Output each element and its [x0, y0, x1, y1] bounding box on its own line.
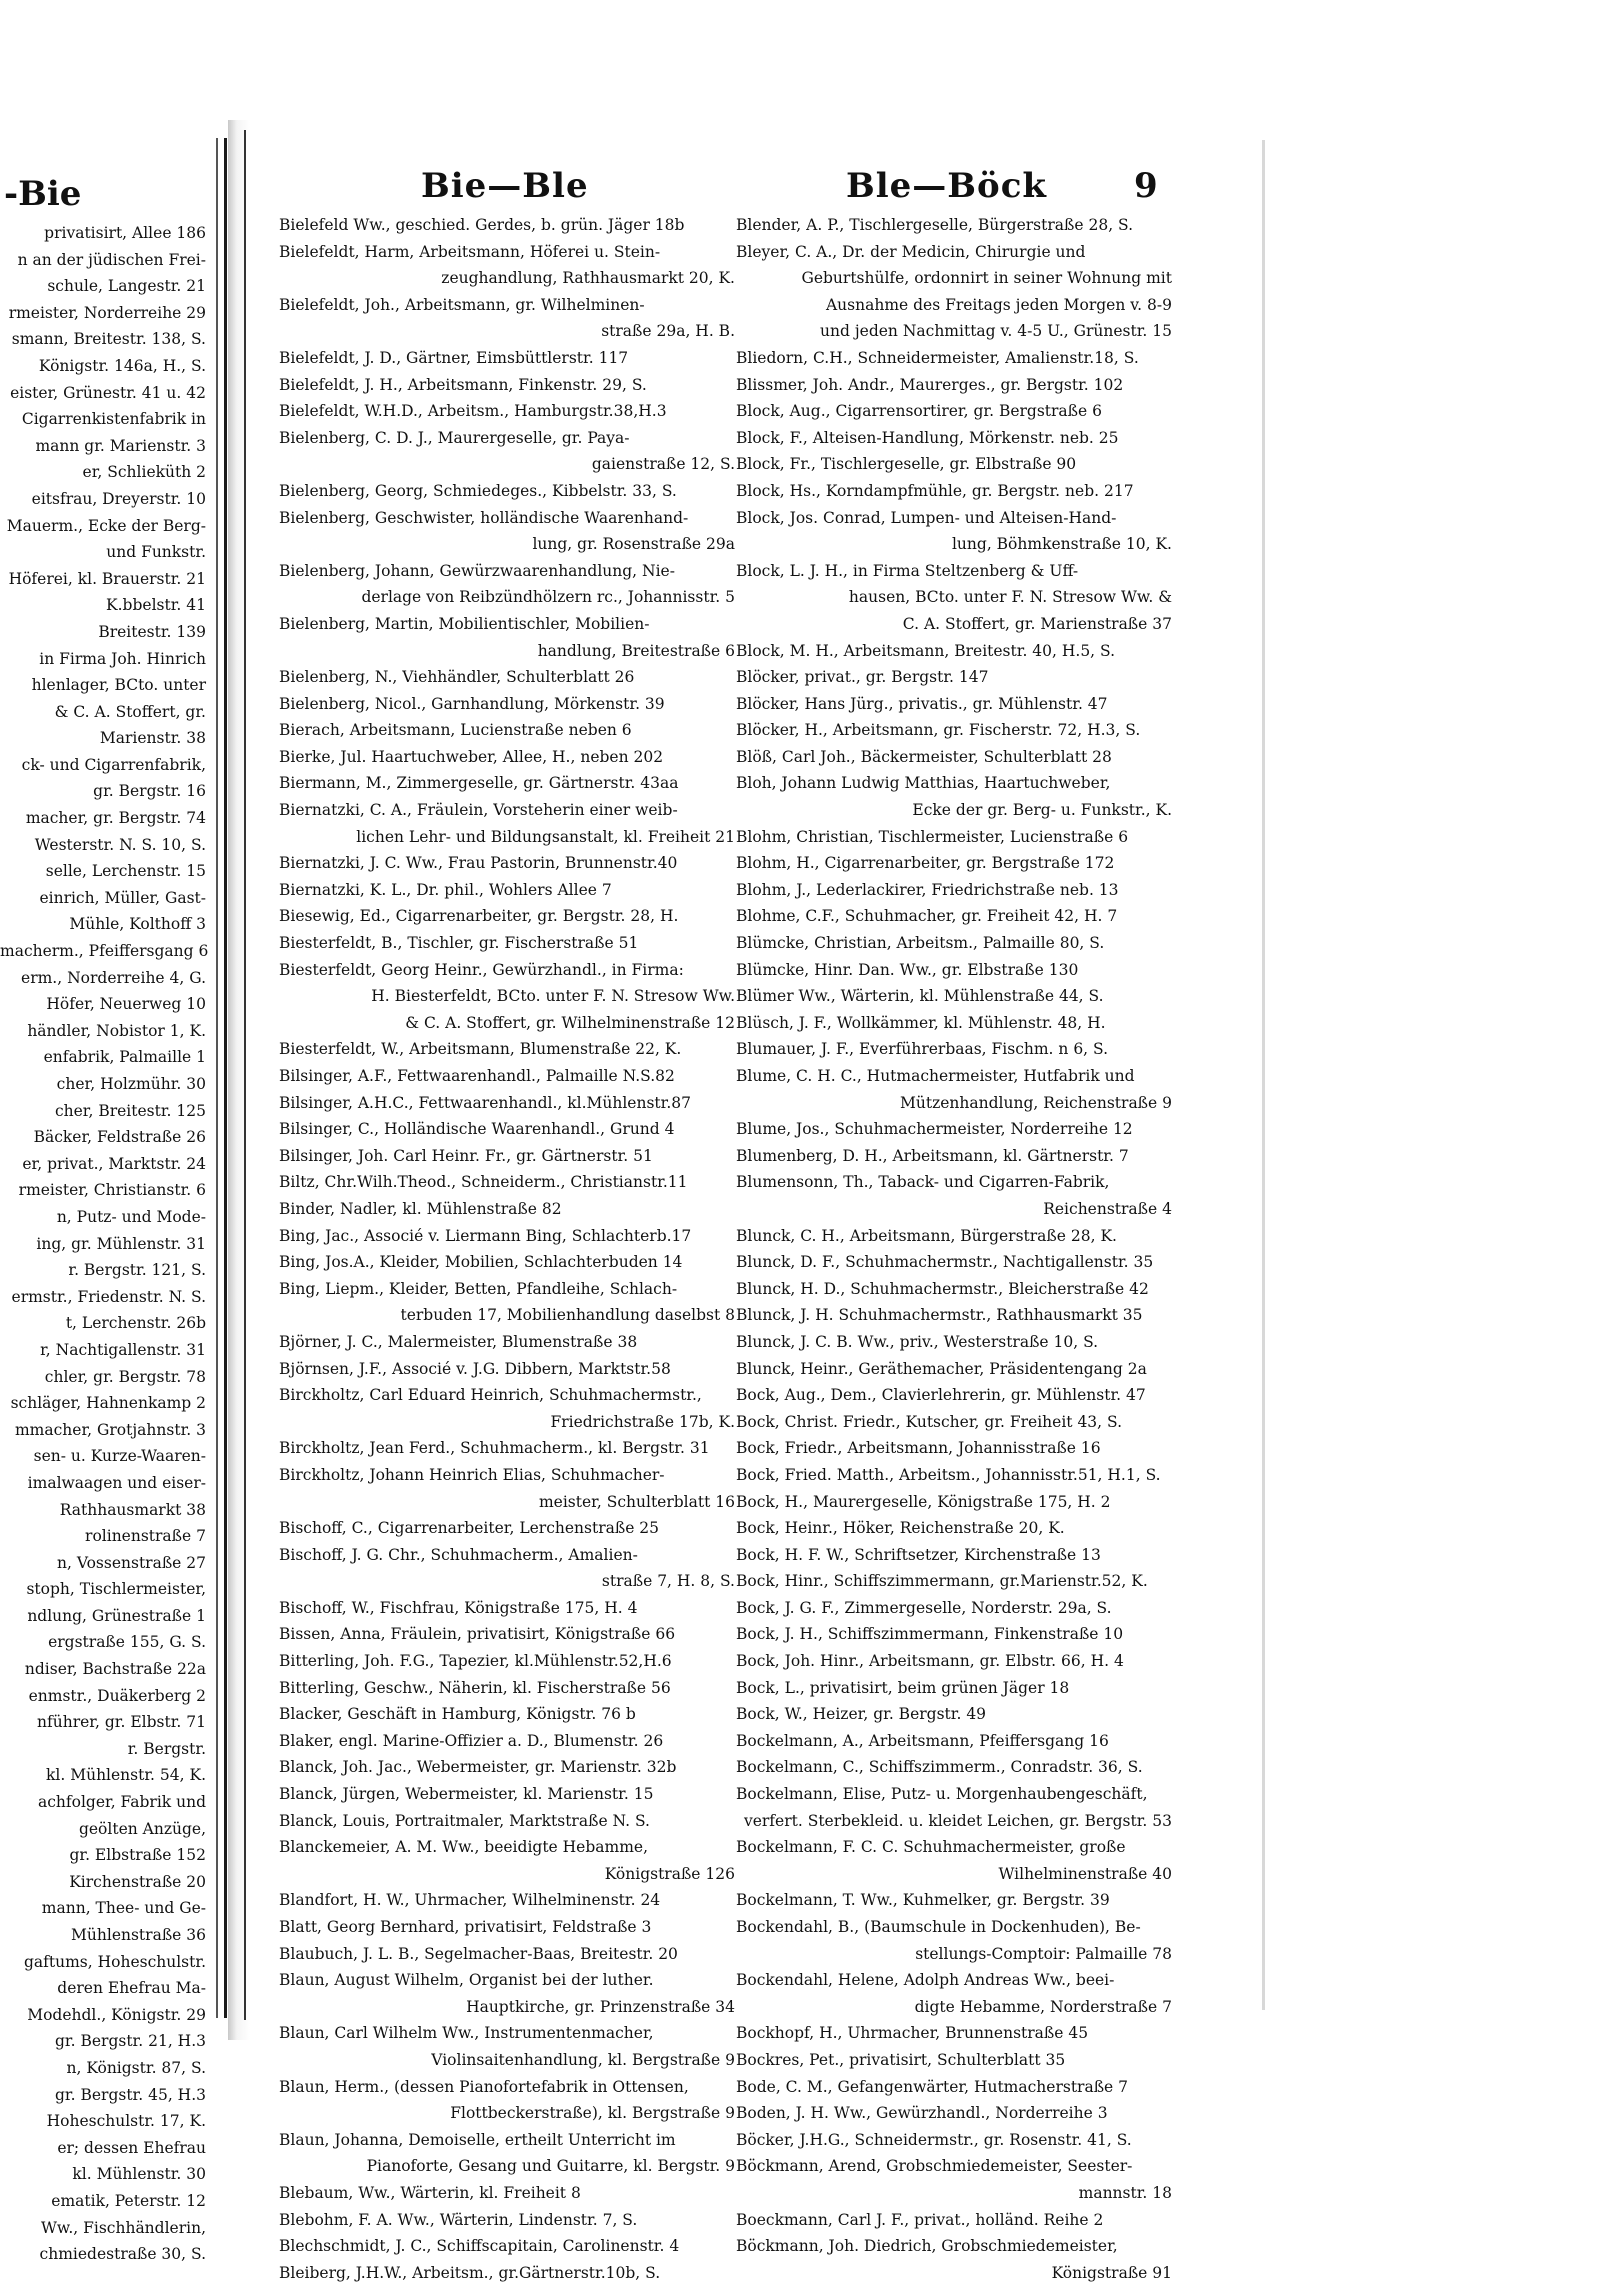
directory-entry-line: und Funkstr.: [106, 543, 206, 562]
directory-entry-line: Bäcker, Feldstraße 26: [33, 1128, 206, 1147]
directory-entry-line: r, Nachtigallenstr. 31: [40, 1340, 206, 1359]
directory-entry-line: selle, Lerchenstr. 15: [45, 862, 206, 881]
directory-entry-line: Bock, Joh. Hinr., Arbeitsmann, gr. Elbstr. 66, H. 4: [736, 1652, 1124, 1671]
directory-entry-line: Bissen, Anna, Fräulein, privatisirt, Königstraße 66: [279, 1625, 676, 1644]
directory-entry-line: Bielefeldt, Harm, Arbeitsmann, Höferei u. Stein-: [279, 242, 661, 261]
directory-entry-line: Bilsinger, A.F., Fettwaarenhandl., Palmaille N.S.82: [279, 1067, 675, 1085]
directory-entry-line: sen- u. Kurze-Waaren-: [33, 1447, 206, 1466]
directory-entry-line: gaienstraße 12, S.: [591, 455, 735, 474]
directory-entry-line: n, Putz- und Mode-: [56, 1207, 206, 1226]
directory-entry-line: Bielenberg, Martin, Mobilientischler, Mobilien-: [279, 614, 650, 633]
directory-entry-line: Bock, Christ. Friedr., Kutscher, gr. Freiheit 43, S.: [736, 1412, 1123, 1431]
directory-entry-line: Blümcke, Christian, Arbeitsm., Palmaille 80, S.: [736, 934, 1105, 953]
directory-entry-line: Bockres, Pet., privatisirt, Schulterblatt 35: [736, 2050, 1066, 2069]
directory-entry-line: Friedrichstraße 17b, K.: [550, 1412, 735, 1431]
directory-entry-line: Hoheschulstr. 17, K.: [46, 2112, 206, 2131]
directory-entry-line: Blunck, Heinr., Geräthemacher, Präsidentengang 2a: [736, 1359, 1147, 1378]
directory-entry-line: Königstraße 126: [604, 1864, 735, 1883]
directory-entry-line: derlage von Reibzündhölzern rc., Johannisstr. 5: [361, 588, 735, 607]
directory-entry-line: Bischoff, J. G. Chr., Schuhmacherm., Amalien-: [279, 1545, 638, 1564]
directory-entry-line: Ecke der gr. Berg- u. Funkstr., K.: [912, 801, 1172, 820]
directory-entry-line: Bock, Fried. Matth., Arbeitsm., Johannisstr.51, H.1, S.: [736, 1465, 1161, 1484]
directory-entry-line: Ww., Fischhändlerin,: [40, 2218, 206, 2237]
directory-entry-line: Biernatzki, K. L., Dr. phil., Wohlers Allee 7: [279, 880, 612, 899]
directory-entry-line: Bock, Aug., Dem., Clavierlehrerin, gr. Mühlenstr. 47: [736, 1386, 1146, 1405]
directory-entry-line: Flottbeckerstraße), kl. Bergstraße 9: [450, 2104, 735, 2123]
directory-entry-line: Blunck, J. H. Schuhmachermstr., Rathhausmarkt 35: [736, 1306, 1143, 1325]
directory-entry-line: lung, gr. Rosenstraße 29a: [532, 535, 735, 554]
directory-entry-line: Bock, Hinr., Schiffszimmermann, gr.Marienstr.52, K.: [736, 1572, 1148, 1591]
directory-entry-line: Cigarrenkistenfabrik in: [21, 410, 206, 429]
directory-entry-line: cher, Breitestr. 125: [54, 1101, 206, 1120]
directory-entry-line: Bockelmann, A., Arbeitsmann, Pfeiffersgang 16: [736, 1731, 1109, 1750]
directory-entry-line: Blümer Ww., Wärterin, kl. Mühlenstraße 44, S.: [736, 987, 1104, 1006]
directory-entry-line: einrich, Müller, Gast-: [39, 888, 206, 907]
directory-entry-line: Blohm, J., Lederlackirer, Friedrichstraße neb. 13: [736, 880, 1119, 899]
directory-entry-line: chler, gr. Bergstr. 78: [44, 1367, 206, 1386]
directory-entry-line: ergstraße 155, G. S.: [48, 1633, 206, 1652]
directory-entry-line: Reichenstraße 4: [1043, 1199, 1172, 1218]
directory-entry-line: meister, Schulterblatt 16: [538, 1492, 735, 1511]
directory-entry-line: mann, Thee- und Ge-: [41, 1899, 206, 1918]
directory-entry-line: Breitestr. 139: [98, 622, 206, 641]
directory-entry-line: Bilsinger, A.H.C., Fettwaarenhandl., kl.Mühlenstr.87: [279, 1093, 691, 1112]
directory-entry-line: schule, Langestr. 21: [47, 277, 206, 296]
directory-entry-line: terbuden 17, Mobilienhandlung daselbst 8: [400, 1306, 735, 1325]
directory-entry-line: kl. Mühlenstr. 54, K.: [46, 1766, 206, 1785]
directory-entry-line: schläger, Hahnenkamp 2: [10, 1394, 206, 1413]
directory-entry-line: Blanckemeier, A. M. Ww., beeidigte Hebamme,: [279, 1838, 648, 1857]
directory-entry-line: nführer, gr. Elbstr. 71: [37, 1713, 206, 1732]
directory-entry-line: Blaun, Carl Wilhelm Ww., Instrumentenmacher,: [279, 2024, 654, 2043]
directory-entry-line: Block, Hs., Korndampfmühle, gr. Bergstr. neb. 217: [736, 481, 1134, 500]
directory-entry-line: Bilsinger, C., Holländische Waarenhandl., Grund 4: [279, 1120, 675, 1139]
directory-entry-line: Höferei, kl. Brauerstr. 21: [8, 569, 206, 588]
directory-entry-line: Biltz, Chr.Wilh.Theod., Schneiderm., Christianstr.11: [279, 1173, 688, 1192]
directory-entry-line: Bielefeldt, W.H.D., Arbeitsm., Hamburgstr.38,H.3: [279, 402, 667, 421]
directory-entry-line: Bing, Jos.A., Kleider, Mobilien, Schlachterbuden 14: [279, 1253, 683, 1272]
directory-entry-line: Mühle, Kolthoff 3: [69, 915, 206, 934]
directory-entry-line: Blanck, Joh. Jac., Webermeister, gr. Marienstr. 32b: [279, 1758, 677, 1777]
directory-entry-line: Biesewig, Ed., Cigarrenarbeiter, gr. Bergstr. 28, H.: [279, 907, 679, 926]
directory-entry-line: Bock, J. G. F., Zimmergeselle, Norderstr. 29a, S.: [736, 1598, 1112, 1617]
directory-entry-line: er; dessen Ehefrau: [57, 2138, 206, 2157]
directory-entry-line: Biernatzki, J. C. Ww., Frau Pastorin, Brunnenstr.40: [279, 854, 678, 873]
directory-entry-line: Bode, C. M., Gefangenwärter, Hutmacherstraße 7: [736, 2077, 1129, 2096]
directory-entry-line: Blaun, Johanna, Demoiselle, ertheilt Unterricht im: [279, 2130, 676, 2149]
page-edge: [1262, 140, 1265, 2010]
directory-entry-line: Blanck, Jürgen, Webermeister, kl. Marienstr. 15: [279, 1785, 654, 1804]
directory-entry-line: Bischoff, W., Fischfrau, Königstraße 175, H. 4: [279, 1598, 638, 1617]
directory-entry-line: Bing, Liepm., Kleider, Betten, Pfandleihe, Schlach-: [279, 1279, 678, 1298]
directory-entry-line: Bielenberg, C. D. J., Maurergeselle, gr. Paya-: [279, 428, 630, 447]
directory-entry-line: gr. Bergstr. 16: [93, 782, 206, 801]
directory-entry-line: enmstr., Duäkerberg 2: [28, 1686, 206, 1705]
directory-entry-line: Mauerm., Ecke der Berg-: [6, 516, 206, 535]
directory-entry-line: Rathhausmarkt 38: [59, 1500, 206, 1519]
directory-entry-line: Bielenberg, Nicol., Garnhandlung, Mörkenstr. 39: [279, 694, 665, 713]
directory-entry-line: Marienstr. 38: [99, 729, 206, 748]
directory-entry-line: Birckholtz, Jean Ferd., Schuhmacherm., kl. Bergstr. 31: [279, 1439, 710, 1458]
directory-entry-line: Björnsen, J.F., Associé v. J.G. Dibbern, Marktstr.58: [279, 1359, 671, 1378]
directory-entry-line: zeughandlung, Rathhausmarkt 20, K.: [441, 269, 735, 288]
directory-entry-line: Bleiberg, J.H.W., Arbeitsm., gr.Gärtnerstr.10b, S.: [279, 2263, 661, 2282]
directory-entry-line: Bielefeld Ww., geschied. Gerdes, b. grün. Jäger 18b: [279, 216, 685, 234]
directory-entry-line: Block, Aug., Cigarrensortirer, gr. Bergstraße 6: [736, 402, 1102, 421]
directory-entry-line: & C. A. Stoffert, gr.: [54, 702, 206, 721]
directory-entry-line: mannstr. 18: [1078, 2183, 1172, 2202]
directory-entry-line: Boden, J. H. Ww., Gewürzhandl., Norderreihe 3: [736, 2104, 1108, 2123]
directory-entry-line: Böckmann, Joh. Diedrich, Grobschmiedemeister,: [736, 2237, 1118, 2256]
directory-entry-line: Bliedorn, C.H., Schneidermeister, Amalienstr.18, S.: [736, 348, 1139, 367]
directory-entry-line: gr. Elbstraße 152: [69, 1846, 206, 1865]
directory-entry-line: Bock, J. H., Schiffszimmermann, Finkenstraße 10: [736, 1625, 1124, 1644]
directory-entry-line: Westerstr. N. S. 10, S.: [34, 835, 206, 854]
directory-entry-line: und jeden Nachmittag v. 4-5 U., Grünestr. 15: [820, 322, 1172, 341]
directory-entry-line: digte Hebamme, Norderstraße 7: [914, 1997, 1172, 2016]
directory-entry-line: Bock, Friedr., Arbeitsmann, Johannisstraße 16: [736, 1439, 1101, 1458]
directory-entry-line: n an der jüdischen Frei-: [17, 250, 206, 269]
directory-entry-line: Biesterfeldt, W., Arbeitsmann, Blumenstraße 22, K.: [279, 1040, 682, 1059]
left-page-column: [0, 220, 220, 2268]
directory-entry-line: ndiser, Bachstraße 22a: [24, 1660, 206, 1679]
directory-entry-line: Königstraße 91: [1051, 2263, 1172, 2282]
directory-entry-line: händler, Nobistor 1, K.: [27, 1021, 206, 1040]
directory-entry-line: Bock, Heinr., Höker, Reichenstraße 20, K.: [736, 1519, 1065, 1538]
directory-entry-line: Bockelmann, T. Ww., Kuhmelker, gr. Bergstr. 39: [736, 1891, 1110, 1910]
page-number: 9: [1134, 166, 1159, 206]
directory-entry-line: Blaubuch, J. L. B., Segelmacher-Baas, Breitestr. 20: [279, 1944, 678, 1963]
directory-entry-line: Binder, Nadler, kl. Mühlenstraße 82: [279, 1199, 562, 1218]
header-left-range: Bie—Ble: [421, 166, 589, 206]
directory-entry-line: Bielenberg, Johann, Gewürzwaarenhandlung, Nie-: [279, 561, 675, 580]
directory-entry-line: Violinsaitenhandlung, kl. Bergstraße 9: [431, 2050, 735, 2069]
directory-entry-line: Blume, Jos., Schuhmachermeister, Norderreihe 12: [736, 1120, 1133, 1139]
directory-entry-line: privatisirt, Allee 186: [44, 224, 206, 242]
directory-entry-line: Blümcke, Hinr. Dan. Ww., gr. Elbstraße 130: [736, 960, 1079, 979]
directory-entry-line: Biermann, M., Zimmergeselle, gr. Gärtnerstr. 43aa: [279, 774, 679, 793]
directory-entry-line: Blöcker, Hans Jürg., privatis., gr. Mühlenstr. 47: [736, 694, 1108, 713]
directory-entry-line: r. Bergstr.: [127, 1739, 206, 1758]
directory-entry-line: Mützenhandlung, Reichenstraße 9: [900, 1093, 1172, 1112]
directory-entry-line: Bischoff, C., Cigarrenarbeiter, Lerchenstraße 25: [279, 1519, 660, 1538]
directory-entry-line: Bockhopf, H., Uhrmacher, Brunnenstraße 45: [736, 2024, 1089, 2043]
directory-entry-line: Blunck, C. H., Arbeitsmann, Bürgerstraße 28, K.: [736, 1226, 1117, 1245]
directory-entry-line: ck- und Cigarrenfabrik,: [21, 755, 206, 774]
directory-entry-line: Blaun, Herm., (dessen Pianofortefabrik in Ottensen,: [279, 2077, 689, 2096]
directory-entry-line: Blandfort, H. W., Uhrmacher, Wilhelminenstr. 24: [279, 1891, 661, 1910]
directory-entry-line: Hauptkirche, gr. Prinzenstraße 34: [466, 1997, 735, 2016]
directory-entry-line: rmeister, Norderreihe 29: [8, 303, 206, 322]
directory-entry-line: Block, Jos. Conrad, Lumpen- und Alteisen-Hand-: [736, 508, 1117, 527]
directory-entry-line: n, Vossenstraße 27: [56, 1553, 206, 1572]
directory-entry-line: smann, Breitestr. 138, S.: [11, 330, 206, 349]
directory-entry-line: Bloh, Johann Ludwig Matthias, Haartuchweber,: [736, 774, 1111, 793]
directory-entry-line: H. Biesterfeldt, BCto. unter F. N. Stresow Ww.: [371, 987, 735, 1006]
directory-entry-line: Blumensonn, Th., Taback- und Cigarren-Fabrik,: [736, 1173, 1110, 1192]
directory-entry-line: geölten Anzüge,: [78, 1819, 206, 1838]
page-header: [246, 166, 1266, 214]
directory-entry-line: C. A. Stoffert, gr. Marienstraße 37: [902, 614, 1172, 633]
directory-entry-line: Blume, C. H. C., Hutmachermeister, Hutfabrik und: [736, 1067, 1135, 1085]
directory-entry-line: Bockelmann, F. C. C. Schuhmachermeister, große: [736, 1838, 1126, 1857]
directory-entry-line: Björner, J. C., Malermeister, Blumenstraße 38: [279, 1332, 638, 1351]
directory-entry-line: Block, Fr., Tischlergeselle, gr. Elbstraße 90: [736, 455, 1077, 474]
directory-entry-line: Birckholtz, Carl Eduard Heinrich, Schuhmachermstr.,: [279, 1386, 702, 1405]
directory-entry-line: Biesterfeldt, Georg Heinr., Gewürzhandl., in Firma:: [279, 960, 684, 979]
directory-entry-line: stellungs-Comptoir: Palmaille 78: [915, 1944, 1172, 1963]
directory-entry-line: Bleyer, C. A., Dr. der Medicin, Chirurgie und: [736, 242, 1086, 261]
directory-entry-line: Königstr. 146a, H., S.: [38, 356, 206, 375]
directory-entry-line: Modehdl., Königstr. 29: [27, 2005, 206, 2024]
directory-entry-line: Wilhelminenstraße 40: [998, 1864, 1172, 1883]
directory-entry-line: eister, Grünestr. 41 u. 42: [10, 383, 206, 402]
directory-entry-line: Blatt, Georg Bernhard, privatisirt, Feldstraße 3: [279, 1918, 652, 1936]
directory-entry-line: Pianoforte, Gesang und Guitarre, kl. Bergstr. 9: [366, 2157, 735, 2176]
directory-entry-line: mmacher, Grotjahnstr. 3: [14, 1420, 206, 1439]
directory-entry-line: Bielenberg, Georg, Schmiedeges., Kibbelstr. 33, S.: [279, 481, 677, 500]
directory-entry-line: straße 29a, H. B.: [601, 322, 735, 341]
directory-entry-line: hlenlager, BCto. unter: [31, 676, 206, 695]
directory-entry-line: deren Ehefrau Ma-: [57, 1979, 206, 1998]
directory-entry-line: chmiedestraße 30, S.: [39, 2245, 206, 2264]
directory-entry-line: Blüsch, J. F., Wollkämmer, kl. Mühlenstr. 48, H.: [736, 1013, 1106, 1032]
directory-entry-line: rolinenstraße 7: [85, 1527, 206, 1546]
directory-entry-line: Biesterfeldt, B., Tischler, gr. Fischerstraße 51: [279, 934, 639, 953]
directory-entry-line: Bierke, Jul. Haartuchweber, Allee, H., neben 202: [279, 747, 664, 766]
directory-entry-line: Geburtshülfe, ordonnirt in seiner Wohnung mit: [801, 269, 1172, 288]
directory-entry-line: Blunck, H. D., Schuhmachermstr., Bleicherstraße 42: [736, 1279, 1149, 1298]
header-right-range: Ble—Böck: [846, 166, 1047, 206]
directory-entry-line: n, Königstr. 87, S.: [66, 2058, 206, 2077]
directory-entry-line: t, Lerchenstr. 26b: [65, 1314, 206, 1333]
directory-entry-line: Boeckmann, Carl J. F., privat., holländ. Reihe 2: [736, 2210, 1104, 2229]
main-page: [244, 130, 1266, 2282]
directory-entry-line: Ausnahme des Freitags jeden Morgen v. 8-9: [825, 295, 1172, 314]
directory-entry-line: handlung, Breitestraße 6: [537, 641, 735, 660]
directory-entry-line: eitsfrau, Dreyerstr. 10: [31, 489, 206, 508]
directory-entry-line: Bock, L., privatisirt, beim grünen Jäger 18: [736, 1678, 1070, 1697]
directory-entry-line: in Firma Joh. Hinrich: [39, 649, 206, 668]
left-facing-page: [0, 138, 227, 2264]
directory-entry-line: erm., Norderreihe 4, G.: [21, 968, 206, 987]
directory-entry-line: gaftums, Hoheschulstr.: [24, 1952, 206, 1971]
directory-entry-line: Blöcker, H., Arbeitsmann, gr. Fischerstr. 72, H.3, S.: [736, 721, 1141, 740]
directory-entry-line: Blunck, J. C. B. Ww., priv., Westerstraße 10, S.: [736, 1332, 1099, 1351]
directory-entry-line: macher, gr. Bergstr. 74: [25, 809, 206, 828]
directory-entry-line: lichen Lehr- und Bildungsanstalt, kl. Freiheit 21: [356, 827, 735, 846]
directory-entry-line: Bockendahl, B., (Baumschule in Dockenhuden), Be-: [736, 1918, 1141, 1936]
directory-entry-line: rmeister, Christianstr. 6: [18, 1181, 206, 1200]
directory-entry-line: Höfer, Neuerweg 10: [46, 995, 206, 1014]
directory-entry-line: Bielenberg, Geschwister, holländische Waarenhand-: [279, 508, 689, 527]
directory-entry-line: Bierach, Arbeitsmann, Lucienstraße neben 6: [279, 721, 632, 740]
directory-entry-line: Bockelmann, Elise, Putz- u. Morgenhaubengeschäft,: [736, 1785, 1148, 1804]
directory-entry-line: Blumenberg, D. H., Arbeitsmann, kl. Gärtnerstr. 7: [736, 1146, 1129, 1165]
directory-entry-line: gr. Bergstr. 21, H.3: [54, 2032, 206, 2051]
directory-entry-line: Blöcker, privat., gr. Bergstr. 147: [736, 668, 989, 687]
directory-entry-line: straße 7, H. 8, S.: [601, 1572, 735, 1591]
directory-column-right: [728, 212, 1172, 2286]
directory-entry-line: imalwaagen und eiser-: [27, 1473, 206, 1492]
directory-entry-line: kl. Mühlenstr. 30: [72, 2165, 206, 2184]
directory-entry-line: Block, M. H., Arbeitsmann, Breitestr. 40, H.5, S.: [736, 641, 1116, 660]
directory-entry-line: Bitterling, Geschw., Näherin, kl. Fischerstraße 56: [279, 1678, 671, 1697]
directory-entry-line: Blohm, Christian, Tischlermeister, Lucienstraße 6: [736, 827, 1129, 846]
directory-entry-line: enfabrik, Palmaille 1: [43, 1048, 206, 1067]
directory-entry-line: Block, F., Alteisen-Handlung, Mörkenstr. neb. 25: [736, 428, 1119, 447]
directory-entry-line: K.bbelstr. 41: [106, 596, 206, 615]
directory-entry-line: ndlung, Grünestraße 1: [27, 1606, 206, 1625]
directory-entry-line: Blebaum, Ww., Wärterin, kl. Freiheit 8: [279, 2183, 581, 2202]
directory-entry-line: Böckmann, Arend, Grobschmiedemeister, Seester-: [736, 2157, 1133, 2176]
directory-entry-line: mann gr. Marienstr. 3: [35, 436, 206, 455]
directory-entry-line: r. Bergstr. 121, S.: [68, 1261, 206, 1280]
directory-entry-line: Blaun, August Wilhelm, Organist bei der luther.: [279, 1971, 654, 1990]
directory-entry-line: Bock, W., Heizer, gr. Bergstr. 49: [736, 1705, 987, 1724]
directory-entry-line: ing, gr. Mühlenstr. 31: [36, 1234, 206, 1253]
directory-entry-line: Mühlenstraße 36: [71, 1926, 206, 1944]
directory-entry-line: ematik, Peterstr. 12: [51, 2191, 206, 2210]
directory-entry-line: Bockendahl, Helene, Adolph Andreas Ww., beei-: [736, 1971, 1115, 1990]
directory-entry-line: verfert. Sterbekleid. u. kleidet Leichen, gr. Bergstr. 53: [743, 1811, 1172, 1830]
directory-entry-line: Blohm, H., Cigarrenarbeiter, gr. Bergstraße 172: [736, 854, 1115, 873]
directory-entry-line: ermstr., Friedenstr. N. S.: [11, 1287, 206, 1306]
directory-entry-line: Bockelmann, C., Schiffszimmerm., Conradstr. 36, S.: [736, 1758, 1143, 1777]
directory-entry-line: Bielefeldt, J. H., Arbeitsmann, Finkenstr. 29, S.: [279, 375, 647, 394]
directory-entry-line: cher, Holzmühr. 30: [56, 1075, 206, 1093]
directory-entry-line: hausen, BCto. unter F. N. Stresow Ww. &: [848, 588, 1172, 607]
directory-entry-line: Böcker, J.H.G., Schneidermstr., gr. Rosenstr. 41, S.: [736, 2130, 1132, 2149]
directory-entry-line: Bilsinger, Joh. Carl Heinr. Fr., gr. Gärtnerstr. 51: [279, 1146, 653, 1165]
directory-entry-line: er, Schlieküth 2: [82, 463, 206, 482]
directory-entry-line: Blechschmidt, J. C., Schiffscapitain, Carolinenstr. 4: [279, 2237, 680, 2256]
directory-entry-line: Birckholtz, Johann Heinrich Elias, Schuhmacher-: [279, 1465, 665, 1484]
directory-entry-line: Kirchenstraße 20: [69, 1872, 206, 1891]
directory-entry-line: er, privat., Marktstr. 24: [22, 1154, 206, 1173]
directory-entry-line: Bielefeldt, J. D., Gärtner, Eimsbüttlerstr. 117: [279, 348, 629, 367]
directory-entry-line: Bielenberg, N., Viehhändler, Schulterblatt 26: [279, 668, 635, 687]
directory-entry-line: Blissmer, Joh. Andr., Maurerges., gr. Bergstr. 102: [736, 375, 1124, 394]
left-page-header: ‑Bie: [4, 174, 82, 214]
directory-entry-line: achfolger, Fabrik und: [37, 1793, 206, 1812]
directory-entry-line: & C. A. Stoffert, gr. Wilhelminenstraße 12: [405, 1013, 735, 1032]
directory-entry-line: Blohme, C.F., Schuhmacher, gr. Freiheit 42, H. 7: [736, 907, 1118, 926]
directory-entry-line: Bock, H. F. W., Schriftsetzer, Kirchenstraße 13: [736, 1545, 1101, 1564]
directory-entry-line: Bitterling, Joh. F.G., Tapezier, kl.Mühlenstr.52,H.6: [279, 1652, 672, 1671]
directory-entry-line: Blumauer, J. F., Everführerbaas, Fischm. n 6, S.: [736, 1040, 1109, 1059]
directory-entry-line: Blaker, engl. Marine-Offizier a. D., Blumenstr. 26: [279, 1731, 664, 1750]
directory-entry-line: gr. Bergstr. 45, H.3: [54, 2085, 206, 2104]
directory-entry-line: Bock, H., Maurergeselle, Königstraße 175, H. 2: [736, 1492, 1111, 1511]
directory-column-left: [279, 212, 735, 2286]
directory-entry-line: Blunck, D. F., Schuhmachermstr., Nachtigallenstr. 35: [736, 1253, 1154, 1272]
directory-entry-line: Bing, Jac., Associé v. Liermann Bing, Schlachterb.17: [279, 1226, 692, 1245]
directory-entry-line: macherm., Pfeiffersgang 6: [0, 942, 209, 961]
directory-entry-line: lung, Böhmkenstraße 10, K.: [951, 535, 1172, 554]
directory-entry-line: Biernatzki, C. A., Fräulein, Vorsteherin einer weib-: [279, 801, 678, 820]
directory-entry-line: Blebohm, F. A. Ww., Wärterin, Lindenstr. 7, S.: [279, 2210, 638, 2229]
directory-entry-line: Blanck, Louis, Portraitmaler, Marktstraße N. S.: [279, 1811, 650, 1830]
directory-entry-line: Block, L. J. H., in Firma Steltzenberg & Uff-: [736, 561, 1079, 580]
directory-entry-line: Bielefeldt, Joh., Arbeitsmann, gr. Wilhelminen-: [279, 295, 645, 314]
directory-entry-line: Blender, A. P., Tischlergeselle, Bürgerstraße 28, S.: [736, 216, 1134, 234]
directory-entry-line: stoph, Tischlermeister,: [26, 1580, 206, 1599]
directory-entry-line: Blöß, Carl Joh., Bäckermeister, Schulterblatt 28: [736, 747, 1112, 766]
directory-entry-line: Blacker, Geschäft in Hamburg, Königstr. 76 b: [279, 1705, 636, 1724]
